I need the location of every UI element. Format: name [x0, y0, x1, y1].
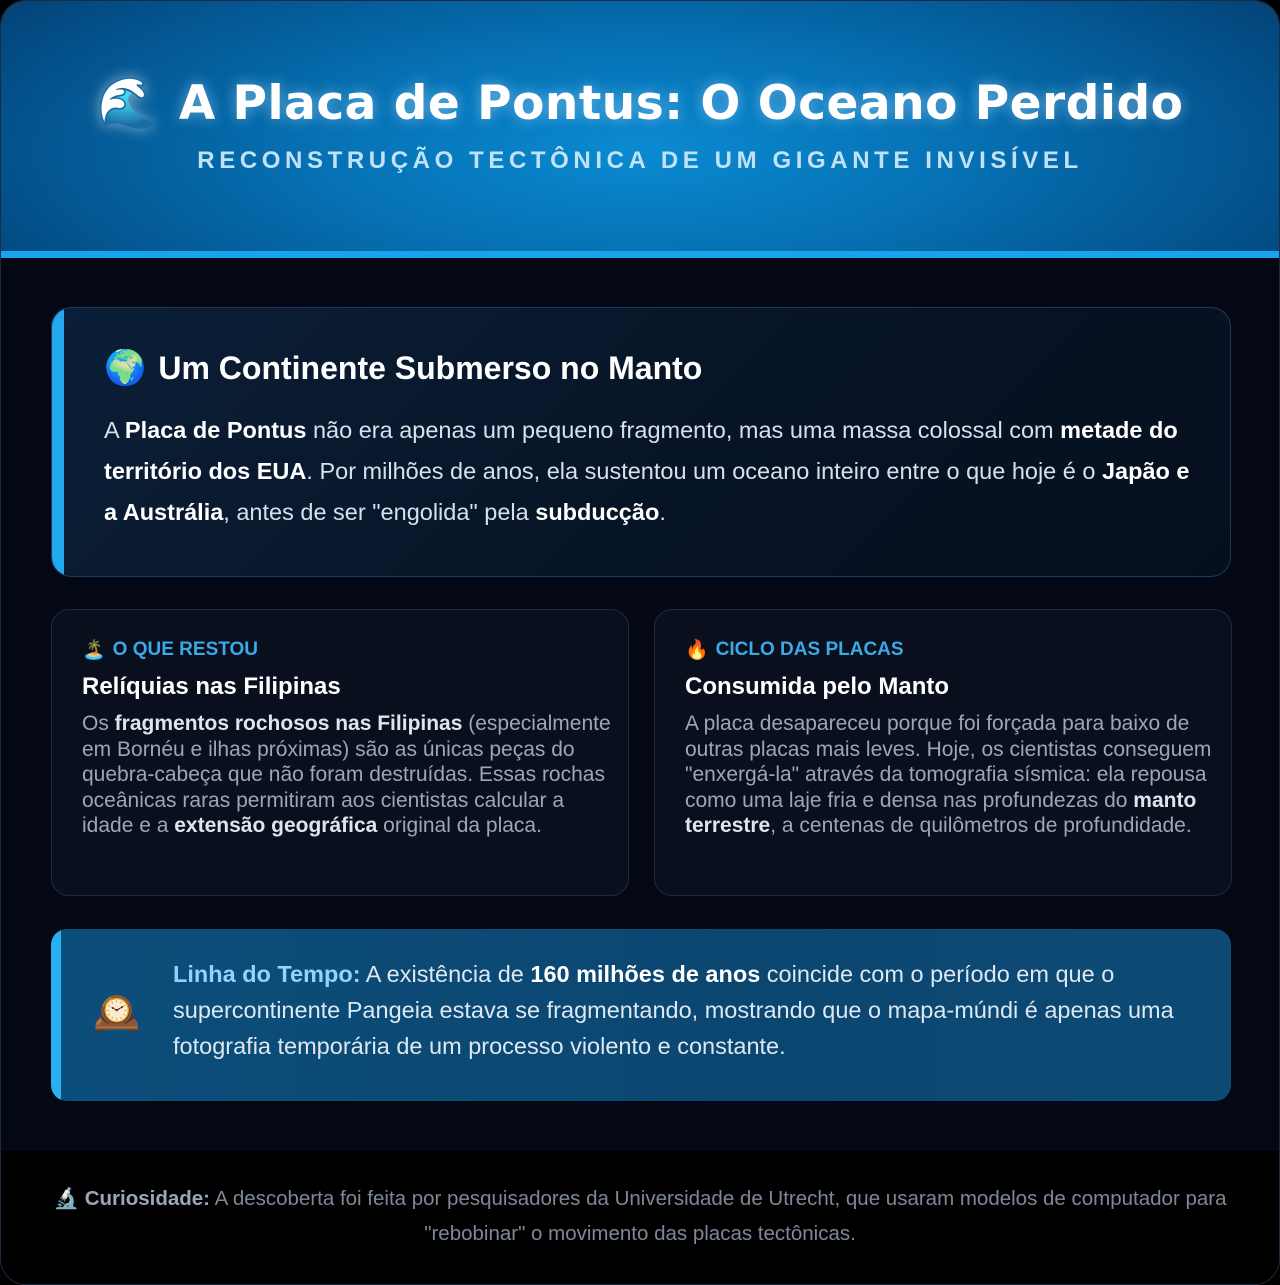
remains-highlight-fragments: fragmentos rochosos nas Filipinas — [114, 712, 463, 735]
intro-card-text — [104, 410, 1204, 533]
page-title: A Placa de Pontus: O Oceano Perdido — [178, 75, 1184, 131]
remains-card — [51, 609, 629, 896]
intro-card — [51, 307, 1231, 577]
timeline-text-part: coincide com o período em que o supercontinente Pangeia estava se fragmentando, mostrando que o mapa-múndi é apenas uma fotografia temporária de um processo violento e constante. — [173, 961, 1174, 1059]
header-divider — [1, 251, 1279, 258]
timeline-text-part: A existência de — [360, 961, 531, 987]
cycle-card — [654, 609, 1232, 896]
cycle-tag: CICLO DAS PLACAS — [715, 639, 904, 660]
cycle-tag-row — [685, 638, 904, 662]
remains-text-part: (especialmente em Bornéu e ilhas próximas) são as únicas peças do quebra-cabeça que não foram destruídas. Essas rochas oceânicas raras permitiram aos cientistas calcular a idade e a — [82, 712, 611, 838]
page-subtitle: RECONSTRUÇÃO TECTÔNICA DE UM GIGANTE INVISÍVEL — [197, 147, 1083, 174]
footer-label: Curiosidade: — [84, 1187, 211, 1210]
intro-highlight-pontus: Placa de Pontus — [124, 417, 307, 443]
remains-heading: Relíquias nas Filipinas — [82, 673, 341, 700]
intro-highlight-size: metade do território dos EUA — [104, 417, 1178, 484]
clock-icon: 🕰️ — [93, 992, 141, 1034]
intro-text-part: , antes de ser "engolida" pela — [223, 499, 536, 525]
cycle-text-part: A placa desapareceu porque foi forçada para baixo de outras placas mais leves. Hoje, os cientistas conseguem "enxergá-la" através da tomografia sísmica: ela repousa como uma laje fria e densa nas profundezas do — [685, 712, 1212, 812]
remains-tag-row — [82, 638, 258, 662]
timeline-text — [173, 956, 1193, 1064]
footer-body: A descoberta foi feita por pesquisadores da Universidade de Utrecht, que usaram modelos de computador para "rebobinar" o movimento das placas tectônicas. — [210, 1187, 1227, 1245]
remains-text-part: Os — [82, 712, 115, 735]
remains-tag: O QUE RESTOU — [112, 639, 259, 660]
intro-text-part: A — [104, 417, 125, 443]
footer-text — [31, 1181, 1249, 1251]
intro-card-header — [104, 348, 702, 388]
wave-icon: 🌊 — [96, 75, 159, 131]
timeline-highlight-years: 160 milhões de anos — [530, 961, 761, 987]
cycle-text — [685, 711, 1215, 839]
remains-text-part: original da placa. — [377, 814, 542, 838]
intro-card-heading: Um Continente Submerso no Manto — [158, 349, 703, 386]
intro-highlight-subduction: subducção — [535, 499, 660, 525]
globe-icon: 🌍 — [104, 349, 147, 387]
cycle-text-part: , a centenas de quilômetros de profundidade. — [770, 814, 1192, 838]
intro-card-accent — [52, 308, 64, 576]
fire-icon: 🔥 — [685, 640, 709, 661]
island-icon: 🏝️ — [82, 640, 106, 661]
timeline-label: Linha do Tempo: — [173, 961, 361, 987]
intro-highlight-location: Japão e a Austrália — [104, 458, 1190, 525]
timeline-card — [51, 929, 1231, 1101]
microscope-icon: 🔬 — [53, 1187, 80, 1210]
footer — [1, 1151, 1279, 1284]
intro-text-part: não era apenas um pequeno fragmento, mas uma massa colossal com — [306, 417, 1061, 443]
title-row — [1, 71, 1279, 135]
remains-text — [82, 711, 612, 839]
intro-text-part: . — [659, 499, 666, 525]
intro-text-part: . Por milhões de anos, ela sustentou um oceano inteiro entre o que hoje é o — [306, 458, 1102, 484]
cycle-highlight-mantle: manto terrestre — [685, 788, 1197, 838]
cycle-heading: Consumida pelo Manto — [685, 673, 949, 700]
remains-highlight-extent: extensão geográfica — [174, 814, 378, 838]
header — [1, 1, 1279, 251]
timeline-card-accent — [51, 929, 61, 1101]
